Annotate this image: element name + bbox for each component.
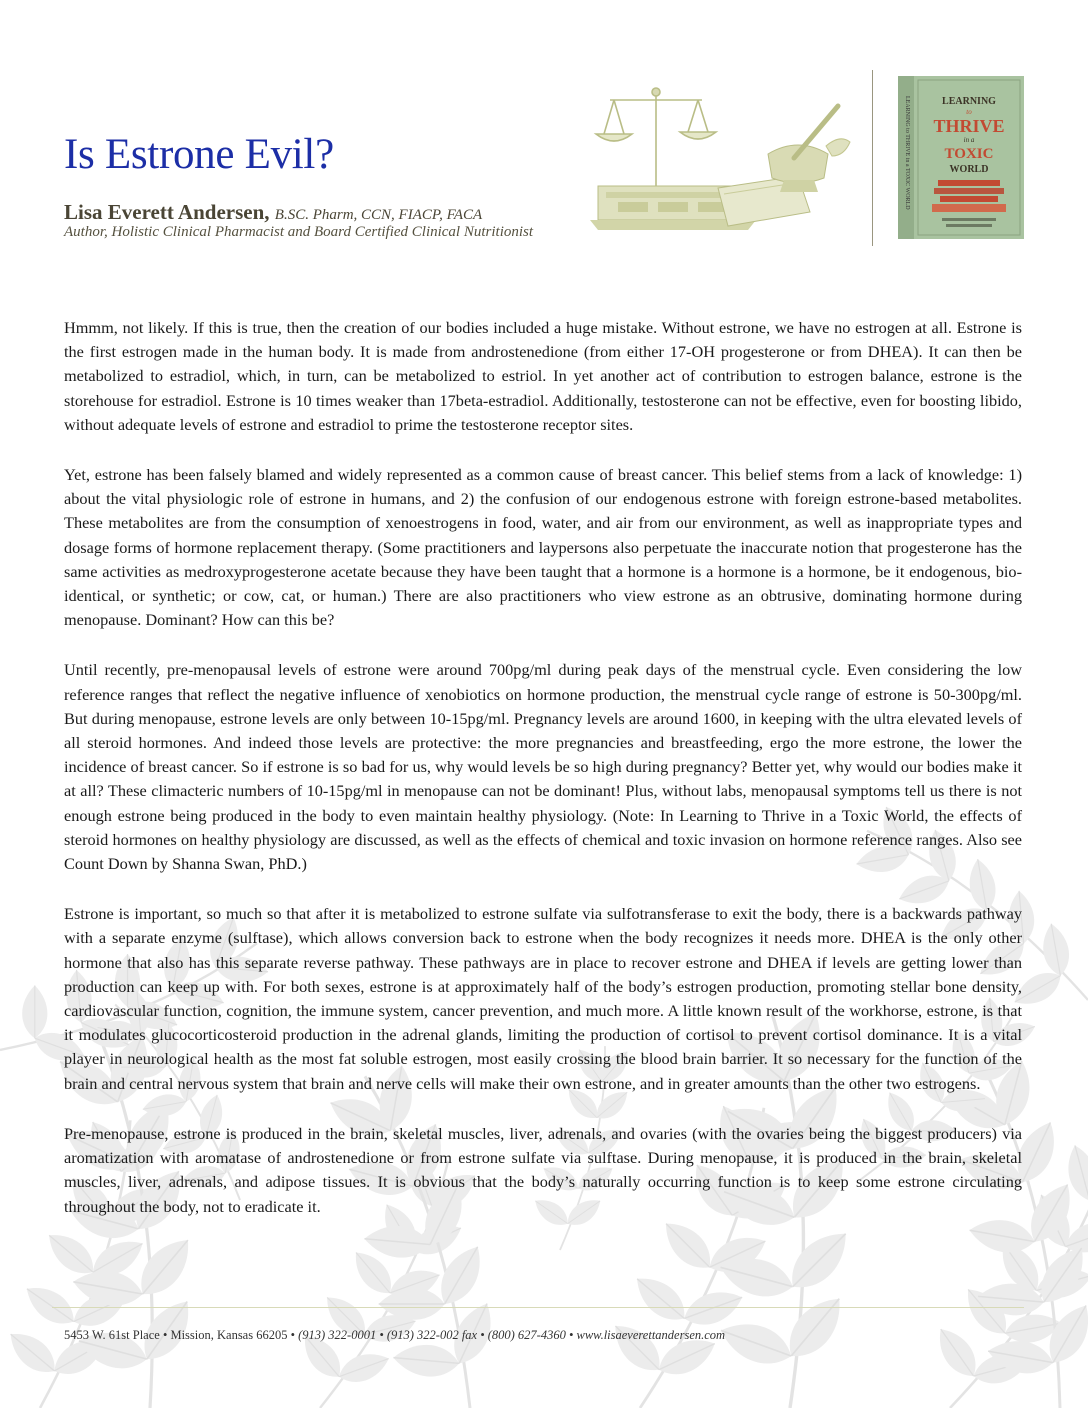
book-title-line2: to: [966, 108, 972, 116]
footer-address: 5453 W. 61st Place • Mission, Kansas 66205 •: [64, 1328, 295, 1342]
book-title-line5: TOXIC: [944, 146, 994, 162]
author-credentials: B.SC. Pharm, CCN, FIACP, FACA: [274, 207, 483, 223]
body-paragraph: Until recently, pre-menopausal levels of estrone were around 700pg/ml during peak days of the menstrual cycle. Even considering the low reference ranges that reflect the negative influence of xenobiotics on hormone production, the menstrual cycle range of estrone is 50-300pg/ml. But during menopause, estrone levels are only between 10-15pg/ml. Pregnancy levels are around 1600, in keeping with the ultra elevated levels of all steroid hormones. And indeed those levels are protective: the more pregnancies and breastfeeding, ergo the more estrone, the lower the incidence of breast cancer. So if estrone is so bad for us, why would levels be so high during pregnancy? Better yet, why would our bodies make it at all? These climacteric numbers of 10-15pg/ml in menopause can not be dominant! Plus, without labs, menopausal symptoms tell us there is not enough estrone being produced in the body to even maintain healthy physiology. (Note: In Learning to Thrive in a Toxic World, the effects of steroid hormones on healthy physiology are discussed, as well as the effects of chemical and toxic invasion on hormone reference ranges. Also see Count Down by Shanna Swan, PhD.): [64, 660, 1022, 874]
author-name: Lisa Everett Andersen,: [64, 200, 270, 224]
body-paragraph: Hmmm, not likely. If this is true, then the creation of our bodies included a huge mistake. Without estrone, we have no estrogen at all. Estrone is the first estrogen made in the human body. It is made from androstenedione (from either 17-OH progesterone or from DHEA). It can then be metabolized to estradiol, which, in turn, can be metabolized to estriol. In yet another act of contribution to estrogen balance, estrone is the storehouse for estradiol. Estrone is 10 times weaker than 17beta-estradiol. Additionally, testosterone can not be effective, even for boosting libido, without adequate levels of estrone and estradiol to prime the testosterone receptor sites.: [64, 318, 1022, 434]
apothecary-scale-illustration: [588, 76, 858, 246]
footer-divider: [52, 1307, 1024, 1308]
book-title-line4: in a: [963, 136, 975, 144]
page-footer: [64, 1328, 725, 1343]
body-paragraph: Estrone is important, so much so that after it is metabolized to estrone sulfate via sulfotransferase to exit the body, there is a backwards pathway with a separate enzyme (sulftase), which allows conversion back to estrone when the body recognizes it needs more. DHEA is the only other hormone that also has this separate reverse pathway. These pathways are in place to recover estrone and DHEA if levels are getting lower than production can keep up with. For both sexes, estrone is at approximately half of the body’s estrogen production, promoting stellar bone density, cardiovascular function, cognition, the immune system, cancer prevention, and much more. A little known result of the workhorse, estrone, is that it modulates glucocorticosteroid production in the adrenal glands, limiting the production of cortisol to prevent cortisol dominance. It is a vital player in neurological health as the most fat soluble estrogen, most easily crossing the blood brain barrier. It so necessary for the function of the brain and central nervous system that brain and nerve cells will make their own estrone, and in greater amounts than the other two estrogens.: [64, 904, 1022, 1093]
book-cover-image: [898, 76, 1024, 239]
book-title-line1: LEARNING: [942, 96, 996, 107]
body-paragraph: Yet, estrone has been falsely blamed and widely represented as a common cause of breast cancer. This belief stems from a lack of knowledge: 1) about the vital physiologic role of estrone in humans, and 2) the confusion of our endogenous estrone with foreign estrone-based metabolites. These metabolites are from the consumption of xenoestrogens in food, water, and air from our environment, as well as inappropriate types and dosage forms of hormone replacement therapy. (Some practitioners and laypersons also perpetuate the inaccurate notion that progesterone has the same activities as medroxyprogesterone acetate because they have been taught that a hormone is a hormone is a hormone, be it endogenous, bio-identical, or synthetic; or cow, cat, or human.) There are also practitioners who view estrone as an obtrusive, dominating hormone during menopause. Dominant? How can this be?: [64, 465, 1022, 630]
svg-text:LEARNING to THRIVE in a TOXIC: LEARNING to THRIVE in a TOXIC WORLD: [904, 96, 910, 210]
article-body: [64, 316, 1022, 1245]
footer-website-link[interactable]: www.lisaeverettandersen.com: [576, 1328, 726, 1342]
page-header: [0, 0, 1088, 260]
header-divider: [872, 70, 873, 246]
book-title-line6: WORLD: [949, 164, 989, 175]
footer-tollfree: (800) 627-4360 •: [487, 1328, 574, 1342]
book-title-line3: THRIVE: [933, 116, 1005, 136]
author-role: Author, Holistic Clinical Pharmacist and Board Certified Clinical Nutritionist: [64, 224, 534, 240]
author-line: [64, 200, 482, 225]
body-paragraph: Pre-menopause, estrone is produced in the brain, skeletal muscles, liver, adrenals, and ovaries (with the ovaries being the biggest producers) via aromatization with aromatase of androstenedione or from estrone sulfate via sulftase. During menopause, it is produced in the brain, skeletal muscles, liver, adrenals, and adipose tissues. It is obvious that the body’s naturally occurring function is to keep some estrone circulating throughout the body, not to eradicate it.: [64, 1123, 1022, 1216]
footer-phone: (913) 322-0001 • (913) 322-002 fax •: [298, 1328, 485, 1342]
page-title: Is Estrone Evil?: [64, 131, 334, 178]
